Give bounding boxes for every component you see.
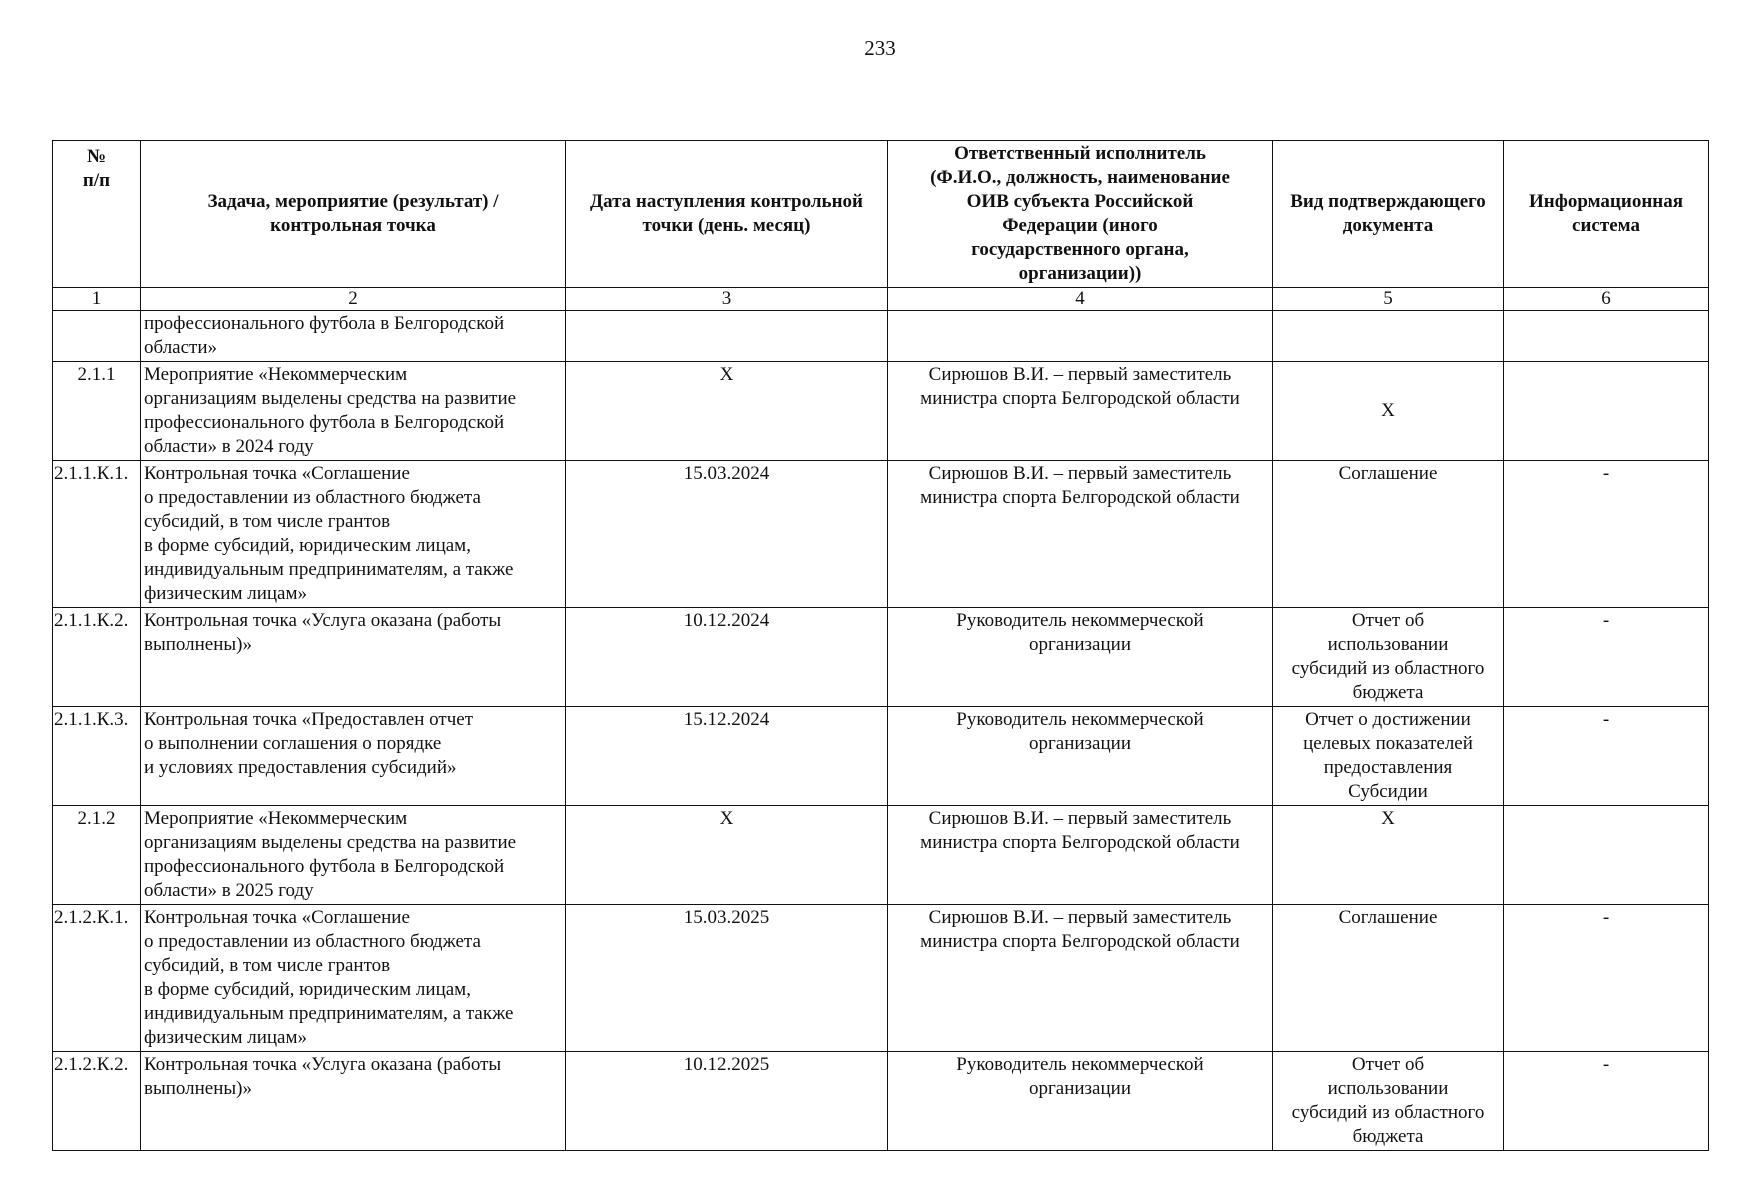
row-date: X xyxy=(566,362,888,461)
row-document: X xyxy=(1273,362,1504,461)
page-number: 233 xyxy=(864,36,896,60)
row-date: 15.12.2024 xyxy=(566,707,888,806)
row-system: - xyxy=(1504,1052,1709,1151)
control-points-table xyxy=(52,140,1709,1151)
table-row xyxy=(53,311,1709,362)
row-date: X xyxy=(566,806,888,905)
column-number: 5 xyxy=(1273,288,1504,311)
row-date: 10.12.2025 xyxy=(566,1052,888,1151)
row-system: - xyxy=(1504,707,1709,806)
header-row xyxy=(53,141,1709,288)
row-date xyxy=(566,311,888,362)
row-system: - xyxy=(1504,461,1709,608)
row-document: Отчет об использовании субсидий из областного бюджета xyxy=(1273,1052,1504,1151)
row-date: 15.03.2024 xyxy=(566,461,888,608)
row-num: 2.1.2.К.1. xyxy=(53,905,141,1052)
row-task: Контрольная точка «Соглашение о предоставлении из областного бюджета субсидий, в том числе грантов в форме субсидий, юридическим лицам, индивидуальным предпринимателям, а также физическим лицам» xyxy=(141,461,566,608)
column-number: 2 xyxy=(141,288,566,311)
header-responsible: Ответственный исполнитель (Ф.И.О., должность, наименование ОИВ субъекта Российской Федерации (иного государственного органа, организации)) xyxy=(888,141,1273,288)
table-row xyxy=(53,806,1709,905)
row-task: профессионального футбола в Белгородской области» xyxy=(141,311,566,362)
header-system: Информационная система xyxy=(1504,141,1709,288)
column-number: 3 xyxy=(566,288,888,311)
row-num: 2.1.1.К.1. xyxy=(53,461,141,608)
row-task: Контрольная точка «Услуга оказана (работы выполнены)» xyxy=(141,608,566,707)
row-responsible: Сирюшов В.И. – первый заместитель министра спорта Белгородской области xyxy=(888,806,1273,905)
row-document: Отчет о достижении целевых показателей предоставления Субсидии xyxy=(1273,707,1504,806)
table-row xyxy=(53,608,1709,707)
row-task: Контрольная точка «Услуга оказана (работы выполнены)» xyxy=(141,1052,566,1151)
row-num: 2.1.2.К.2. xyxy=(53,1052,141,1151)
row-num: 2.1.1.К.2. xyxy=(53,608,141,707)
row-system xyxy=(1504,362,1709,461)
column-number-row xyxy=(53,288,1709,311)
row-num: 2.1.1 xyxy=(53,362,141,461)
row-num: 2.1.1.К.3. xyxy=(53,707,141,806)
row-system: - xyxy=(1504,905,1709,1052)
row-date: 10.12.2024 xyxy=(566,608,888,707)
row-date: 15.03.2025 xyxy=(566,905,888,1052)
table-row xyxy=(53,362,1709,461)
row-system xyxy=(1504,806,1709,905)
row-system: - xyxy=(1504,608,1709,707)
header-document: Вид подтверждающего документа xyxy=(1273,141,1504,288)
row-responsible: Руководитель некоммерческой организации xyxy=(888,608,1273,707)
row-task: Контрольная точка «Соглашение о предоставлении из областного бюджета субсидий, в том числе грантов в форме субсидий, юридическим лицам, индивидуальным предпринимателям, а также физическим лицам» xyxy=(141,905,566,1052)
header-date: Дата наступления контрольной точки (день. месяц) xyxy=(566,141,888,288)
row-document: X xyxy=(1273,806,1504,905)
row-document: Отчет об использовании субсидий из областного бюджета xyxy=(1273,608,1504,707)
row-responsible: Сирюшов В.И. – первый заместитель министра спорта Белгородской области xyxy=(888,905,1273,1052)
table-row xyxy=(53,461,1709,608)
row-responsible xyxy=(888,311,1273,362)
row-responsible: Сирюшов В.И. – первый заместитель министра спорта Белгородской области xyxy=(888,461,1273,608)
column-number: 6 xyxy=(1504,288,1709,311)
row-task: Контрольная точка «Предоставлен отчет о выполнении соглашения о порядке и условиях предоставления субсидий» xyxy=(141,707,566,806)
table-row xyxy=(53,905,1709,1052)
row-system xyxy=(1504,311,1709,362)
table-row xyxy=(53,1052,1709,1151)
row-task: Мероприятие «Некоммерческим организациям выделены средства на развитие профессионального футбола в Белгородской области» в 2024 году xyxy=(141,362,566,461)
column-number: 1 xyxy=(53,288,141,311)
row-document: Соглашение xyxy=(1273,461,1504,608)
row-document xyxy=(1273,311,1504,362)
row-task: Мероприятие «Некоммерческим организациям выделены средства на развитие профессионального футбола в Белгородской области» в 2025 году xyxy=(141,806,566,905)
header-num: № п/п xyxy=(53,141,141,288)
row-num xyxy=(53,311,141,362)
row-num: 2.1.2 xyxy=(53,806,141,905)
row-responsible: Руководитель некоммерческой организации xyxy=(888,707,1273,806)
row-document: Соглашение xyxy=(1273,905,1504,1052)
column-number: 4 xyxy=(888,288,1273,311)
header-task: Задача, мероприятие (результат) / контрольная точка xyxy=(141,141,566,288)
table-row xyxy=(53,707,1709,806)
row-responsible: Руководитель некоммерческой организации xyxy=(888,1052,1273,1151)
row-responsible: Сирюшов В.И. – первый заместитель министра спорта Белгородской области xyxy=(888,362,1273,461)
